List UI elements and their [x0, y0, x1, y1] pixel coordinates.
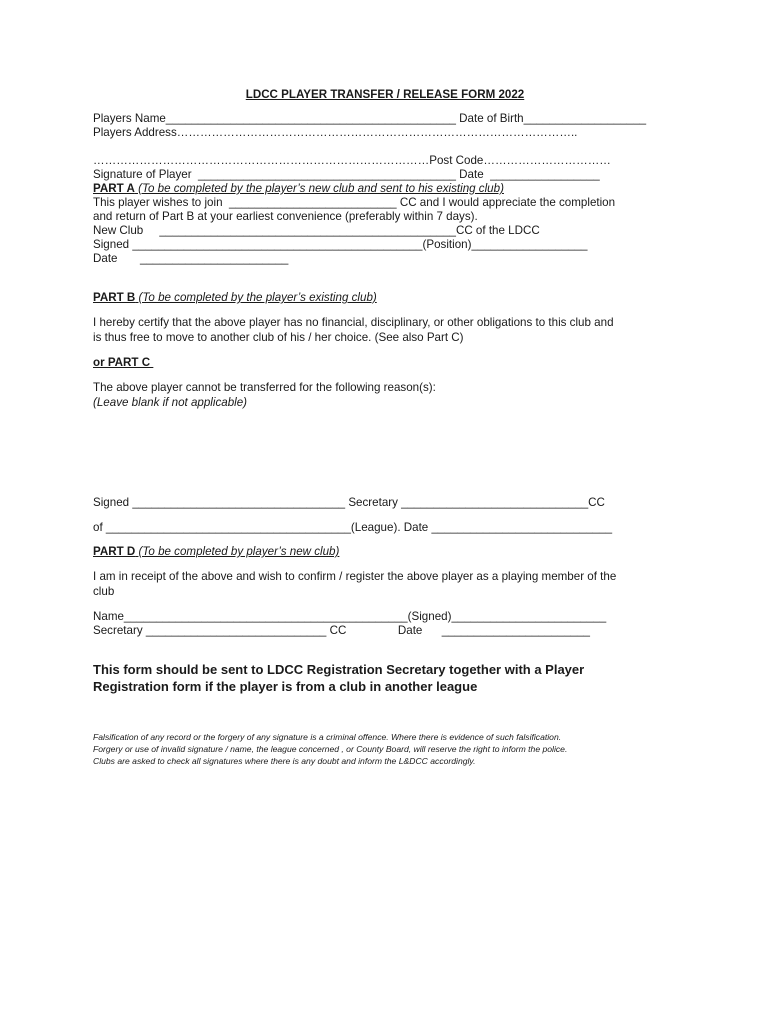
part-c-heading: or PART C — [93, 356, 154, 369]
part-d-heading-line — [93, 545, 339, 559]
post-code-field-line: ……………………………………………………………………………Post Code…………………………… — [93, 154, 611, 167]
part-d-note: (To be completed by player’s new club) — [135, 545, 340, 558]
player-name-field-line: Players Name_____________________________________________ Date of Birth___________________ — [93, 112, 647, 125]
fine-print-line: Falsification of any record or the forgery of any signature is a criminal offence. Where there is evidence of such falsification. — [93, 732, 562, 742]
part-b-heading-line — [93, 291, 377, 305]
new-club-field-line: New Club ______________________________________________CC of the LDCC — [93, 224, 540, 237]
part-c-league-field-line: of ______________________________________(League). Date ____________________________ — [93, 521, 613, 534]
part-b-line: I hereby certify that the above player has no financial, disciplinary, or other obligations to this club and — [93, 316, 614, 329]
part-a-note: (To be completed by the player’s new club and sent to his existing club) — [134, 182, 504, 195]
part-c-reason-line: The above player cannot be transferred for the following reason(s): — [93, 381, 436, 394]
part-a-line: and return of Part B at your earliest convenience (preferably within 7 days). — [93, 210, 478, 223]
part-d-line: I am in receipt of the above and wish to confirm / register the above player as a playing member of the — [93, 570, 617, 583]
part-d-line: club — [93, 585, 115, 598]
part-d-heading: PART D — [93, 545, 136, 558]
player-signature-field-line: Signature of Player ________________________________________ Date _________________ — [93, 168, 600, 181]
fine-print-line: Clubs are asked to check all signatures where there is any doubt and inform the L&DCC accordingly. — [93, 756, 476, 766]
part-c-signed-field-line: Signed _________________________________ Secretary _____________________________CC — [93, 496, 605, 509]
part-b-line: is thus free to move to another club of his / her choice. (See also Part C) — [93, 331, 464, 344]
player-address-field-line: Players Address………………………………………………………………………………………….. — [93, 126, 578, 139]
fine-print-line: Forgery or use of invalid signature / name, the league concerned , or County Board, will reserve the right to inform the police. — [93, 744, 568, 754]
part-c-heading-line — [93, 356, 153, 370]
part-a-heading-line — [93, 182, 504, 196]
part-d-name-field-line: Name____________________________________________(Signed)________________________ — [93, 610, 607, 623]
part-c-note: (Leave blank if not applicable) — [93, 396, 248, 409]
part-b-heading: PART B — [93, 291, 136, 304]
part-d-secretary-field-line: Secretary ____________________________ CC Date _______________________ — [93, 624, 590, 637]
closing-statement-line: Registration form if the player is from a club in another league — [93, 679, 478, 694]
part-a-heading: PART A — [93, 182, 135, 195]
part-a-signed-field-line: Signed _____________________________________________(Position)__________________ — [93, 238, 588, 251]
part-a-line: This player wishes to join __________________________ CC and I would appreciate the completion — [93, 196, 616, 209]
part-b-note: (To be completed by the player’s existing club) — [135, 291, 377, 304]
closing-statement-line: This form should be sent to LDCC Registration Secretary together with a Player — [93, 662, 585, 677]
part-a-date-field-line: Date _______________________ — [93, 252, 289, 265]
form-title: LDCC PLAYER TRANSFER / RELEASE FORM 2022 — [245, 88, 525, 101]
